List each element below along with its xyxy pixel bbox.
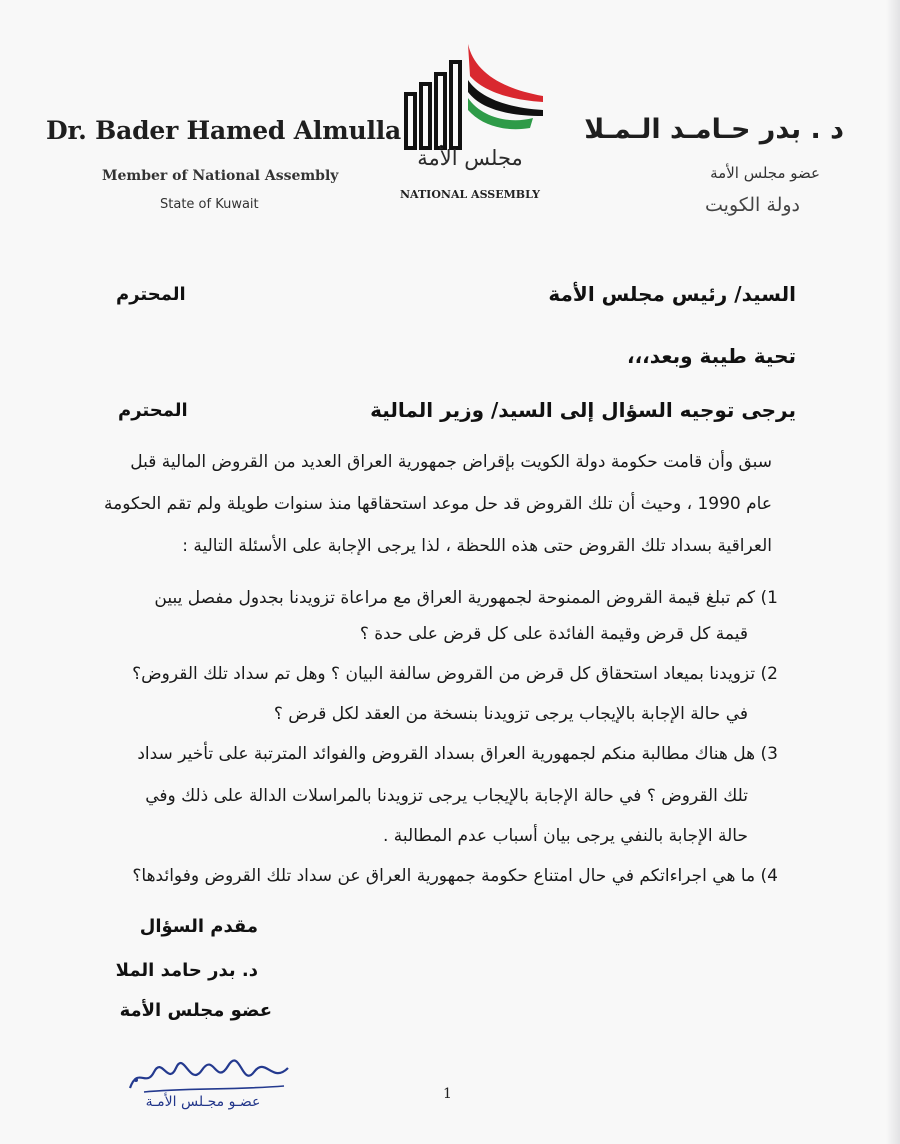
logo-pillar-4 (451, 62, 460, 148)
intro-line: العراقية بسداد تلك القروض حتى هذه اللحظة ، لذا يرجى الإجابة على الأسئلة التالية : (182, 536, 772, 556)
question-number: 4) (760, 866, 778, 886)
question-3 (137, 744, 778, 764)
greeting: تحية طيبة وبعد،،، (626, 344, 796, 368)
logo-text-ar: مجلس الأمة (417, 146, 523, 170)
question-text: كم تبلغ قيمة القروض الممنوحة لجمهورية العراق مع مراعاة تزويدنا بجدول مفصل يبين (154, 588, 756, 608)
question-text: تزويدنا بميعاد استحقاق كل قرض من القروض سالفة البيان ؟ وهل تم سداد تلك القروض؟ (132, 664, 756, 684)
handwritten-signature (124, 1058, 294, 1096)
direct-question-line: يرجى توجيه السؤال إلى السيد/ وزير المالية (370, 398, 796, 422)
presenter-name: د. بدر حامد الملا (115, 960, 258, 981)
logo-pillar-1 (406, 94, 415, 148)
signature-stamp-caption: عضـو مجـلس الأمـة (145, 1094, 261, 1110)
presenter-title: عضو مجلس الأمة (119, 1000, 272, 1021)
national-assembly-logo (398, 40, 548, 152)
logo-pillar-2 (421, 84, 430, 148)
letterhead-name-ar: د . بدر حـامـد الـمـلا (584, 114, 844, 145)
letterhead-name-en: Dr. Bader Hamed Almulla (46, 116, 402, 145)
question-3-continuation: حالة الإجابة بالنفي يرجى بيان أسباب عدم المطالبة . (382, 826, 748, 846)
question-text: هل هناك مطالبة منكم لجمهورية العراق بسداد القروض والفوائد المترتبة على تأخير سداد (137, 744, 756, 764)
question-3-continuation: تلك القروض ؟ في حالة الإجابة بالإيجاب يرجى تزويدنا بالمراسلات الدالة على ذلك وفي (145, 786, 748, 806)
page-number: 1 (443, 1086, 452, 1102)
letterhead-state-en: State of Kuwait (160, 197, 259, 212)
intro-line: عام 1990 ، وحيث أن تلك القروض قد حل موعد استحقاقها منذ سنوات طويلة ولم تقم الحكومة (104, 494, 772, 514)
question-number: 2) (760, 664, 778, 684)
question-text: ما هي اجراءاتكم في حال امتناع حكومة جمهورية العراق عن سداد تلك القروض وفوائدها؟ (132, 866, 756, 886)
logo-pillar-3 (436, 74, 445, 148)
question-1-continuation: قيمة كل قرض وقيمة الفائدة على كل قرض على حدة ؟ (359, 624, 748, 644)
addressee-honorific: المحترم (116, 284, 186, 305)
question-4 (132, 866, 778, 886)
question-number: 3) (760, 744, 778, 764)
question-1 (154, 588, 778, 608)
addressee: السيد/ رئيس مجلس الأمة (548, 282, 796, 306)
question-2-continuation: في حالة الإجابة بالإيجاب يرجى تزويدنا بنسخة من العقد لكل قرض ؟ (273, 704, 748, 724)
intro-line: سبق وأن قامت حكومة دولة الكويت بإقراض جمهورية العراق العديد من القروض المالية قبل (130, 452, 772, 472)
minister-honorific: المحترم (118, 400, 188, 421)
letterhead-state-ar: دولة الكويت (705, 194, 800, 216)
letterhead-role-ar: عضو مجلس الأمة (710, 164, 820, 182)
page-edge-shadow (886, 0, 900, 1144)
letterhead-role-en: Member of National Assembly (102, 168, 339, 184)
question-number: 1) (760, 588, 778, 608)
presenter-label: مقدم السؤال (139, 916, 258, 937)
logo-text-en: NATIONAL ASSEMBLY (400, 188, 540, 201)
question-2 (132, 664, 778, 684)
